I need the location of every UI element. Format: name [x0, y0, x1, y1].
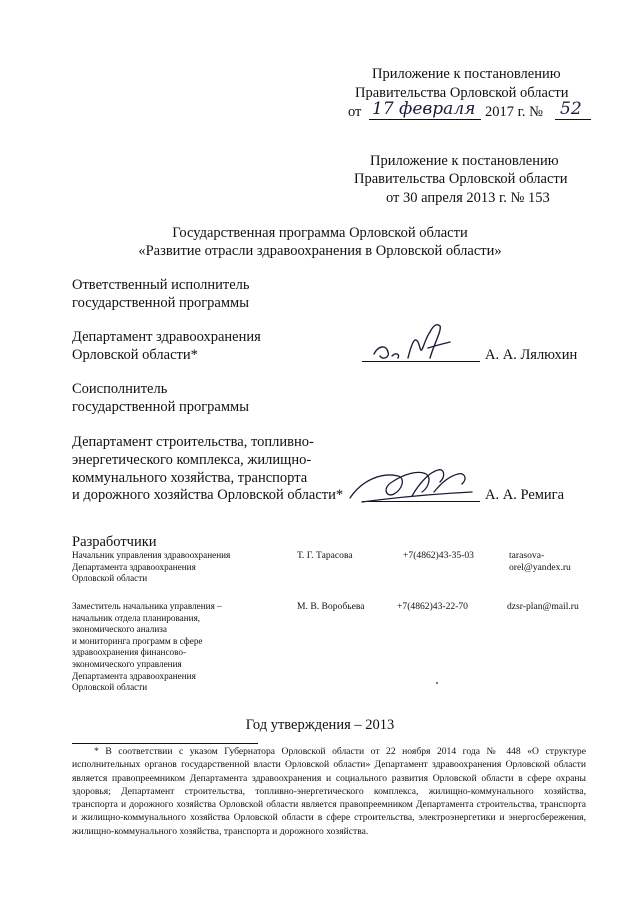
developer-1-name: Т. Г. Тарасова — [297, 550, 353, 561]
developer-2-name: М. В. Воробьева — [297, 601, 365, 612]
appendix-top-year-number: 2017 г. № — [485, 104, 544, 120]
coexecutor-org-line4: и дорожного хозяйства Орловской области* — [72, 487, 344, 503]
developer-2-phone: +7(4862)43-22-70 — [397, 601, 468, 612]
signature-lyalyukhin — [370, 318, 470, 366]
coexecutor-heading-line2: государственной программы — [72, 399, 249, 415]
developer-2-email-line: dzsr-plan@mail.ru — [507, 601, 579, 612]
footnote-text: * В соответствии с указом Губернатора Орловской области от 22 ноября 2014 года № 448 «О структуре исполнительных органов государственной власти Орловской области» Департамент здравоохранения Орловской области является правопреемником Департамента здравоохранения и социального развития Орловской области в сфере охраны здоровья; Департамент строительства, топливно-энергетического комплекса, жилищно-коммунального хозяйства, транспорта и дорожного хозяйства Орловской области является правопреемником Департамента строительства, транспорта и жилищно-коммунального хозяйства Орловской области в сфере строительства, электроэнергетики и энергосбережения, жилищно-коммунального хозяйства, транспорта и дорожного хозяйства. — [72, 746, 586, 837]
developer-2-position-line: и мониторинга программ в сфере — [72, 635, 203, 646]
responsible-org-line2: Орловской области* — [72, 347, 198, 363]
developer-1-email-line: orel@yandex.ru — [509, 561, 571, 573]
coexecutor-heading-line1: Соисполнитель — [72, 381, 168, 397]
program-title-line2: «Развитие отрасли здравоохранения в Орловской области» — [138, 243, 502, 259]
developer-2-position-line: Заместитель начальника управления – — [72, 601, 222, 611]
developer-1-position-line: Начальник управления здравоохранения — [72, 550, 231, 560]
handwritten-date: 17 февраля — [372, 99, 476, 119]
developer-1-position — [72, 550, 287, 585]
appendix-top-line2: Правительства Орловской области — [355, 85, 569, 101]
responsible-heading-line1: Ответственный исполнитель — [72, 277, 250, 293]
scan-speck — [436, 682, 438, 684]
developer-1-position-line: Департамента здравоохранения — [72, 561, 196, 572]
developer-2-position — [72, 601, 287, 694]
appendix-original-line1: Приложение к постановлению — [370, 153, 559, 169]
developer-2-position-line: Орловской области — [72, 682, 148, 693]
coexecutor-org-line1: Департамент строительства, топливно- — [72, 434, 314, 450]
developer-1-phone: +7(4862)43-35-03 — [403, 550, 474, 561]
responsible-org-line1: Департамент здравоохранения — [72, 329, 261, 345]
signature-remiga — [342, 452, 482, 512]
footnote-separator — [72, 743, 258, 744]
developer-1-position-line: Орловской области — [72, 573, 148, 584]
developer-2-position-line: экономического анализа — [72, 624, 167, 635]
approval-year: Год утверждения – 2013 — [245, 717, 395, 733]
appendix-top-line1: Приложение к постановлению — [372, 66, 561, 82]
developer-2-position-line: начальник отдела планирования, — [72, 612, 201, 623]
developers-heading: Разработчики — [72, 534, 157, 550]
responsible-heading-line2: государственной программы — [72, 295, 249, 311]
developer-2-position-line: экономического управления — [72, 658, 182, 669]
developer-2-position-line: здравоохранения финансово- — [72, 647, 187, 658]
developer-2-email — [507, 601, 597, 613]
appendix-top-date-prefix: от — [348, 104, 362, 120]
developer-1-email-line: tarasova- — [509, 550, 545, 561]
coexecutor-signer: А. А. Ремига — [485, 487, 565, 503]
handwritten-number: 52 — [560, 99, 582, 119]
coexecutor-org-line3: коммунального хозяйства, транспорта — [72, 470, 308, 486]
program-title-line1: Государственная программа Орловской области — [172, 225, 468, 241]
developer-2-position-line: Департамента здравоохранения — [72, 670, 196, 681]
developer-1-email — [509, 550, 599, 573]
appendix-original-line2: Правительства Орловской области — [354, 171, 568, 187]
date-underline — [369, 119, 481, 120]
appendix-original-line3: от 30 апреля 2013 г. № 153 — [386, 190, 550, 206]
number-underline — [555, 119, 591, 120]
responsible-signer: А. А. Лялюхин — [485, 347, 578, 363]
coexecutor-org-line2: энергетического комплекса, жилищно- — [72, 452, 312, 468]
